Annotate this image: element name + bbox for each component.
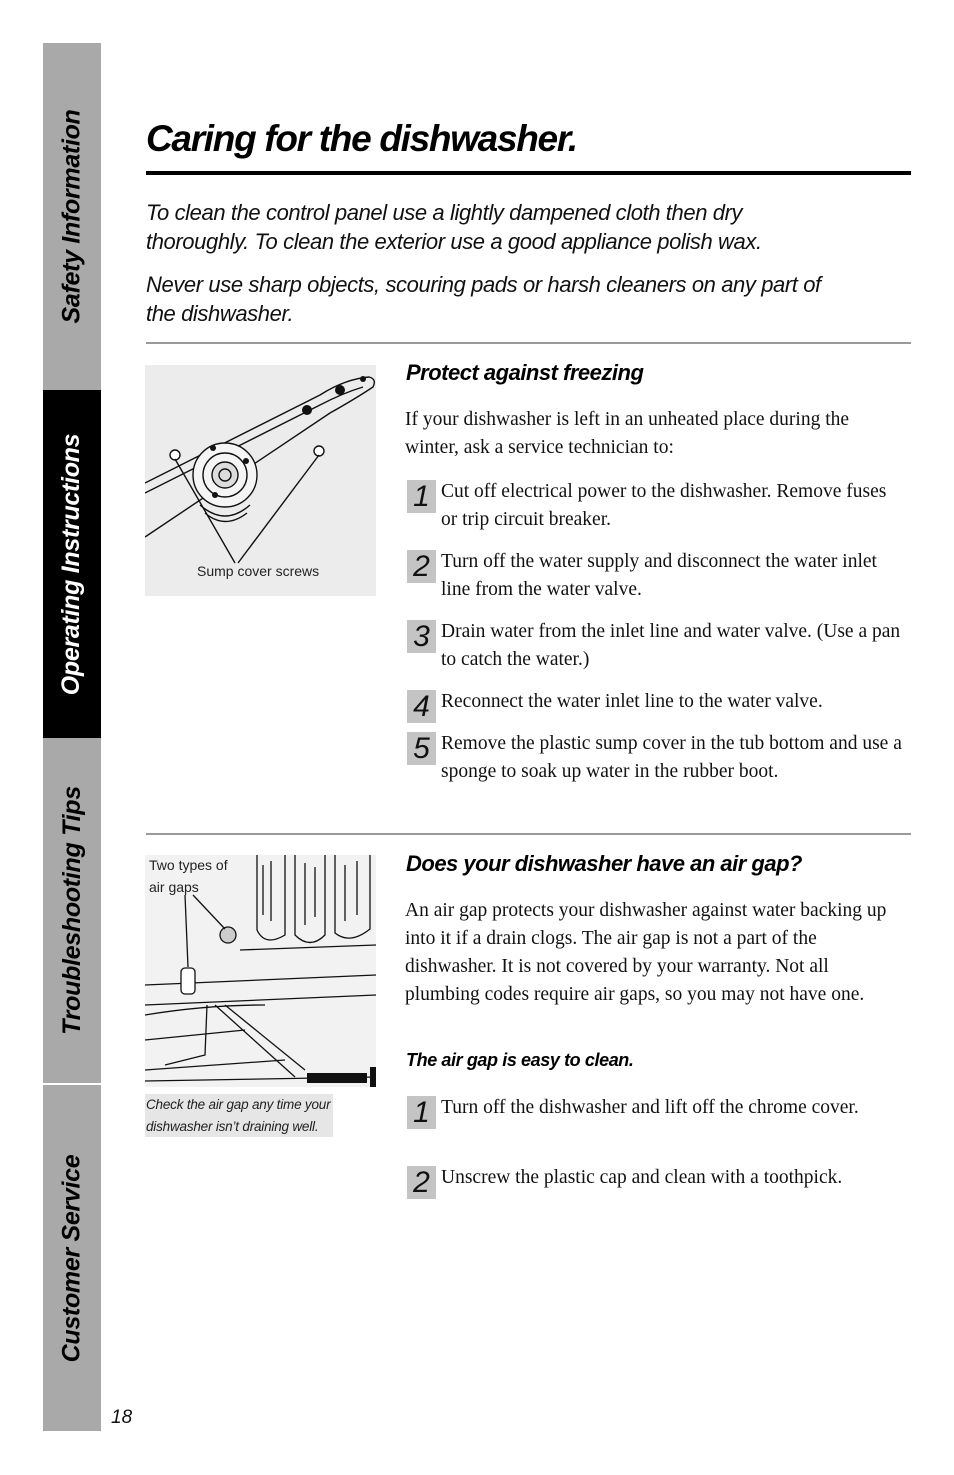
tab-operating-instructions[interactable] — [43, 390, 101, 738]
step-text: Turn off the dishwasher and lift off the chrome cover. — [441, 1097, 859, 1118]
page-number: 18 — [111, 1407, 133, 1428]
step-text: Remove the plastic sump cover in the tub bottom and use a sponge to soak up water in the rubber boot. — [441, 733, 902, 782]
step-text: Turn off the water supply and disconnect the water inlet line from the water valve. — [441, 551, 877, 600]
figure-caption: Check the air gap any time your dishwasher isn’t draining well. — [145, 1094, 333, 1137]
tab-safety-information[interactable] — [43, 43, 101, 390]
intro-warning: Never use sharp objects, scouring pads or harsh cleaners on any part of the dishwasher. — [146, 272, 821, 326]
tab-troubleshooting-tips[interactable] — [43, 738, 101, 1083]
section-subheading: The air gap is easy to clean. — [406, 1050, 634, 1070]
section-divider — [146, 833, 911, 835]
air-gap-figure — [145, 855, 376, 1087]
step-number: 5 — [407, 732, 436, 765]
tab-label: Operating Instructions — [57, 433, 86, 695]
step-number: 3 — [407, 620, 436, 653]
section-heading: Protect against freezing — [406, 360, 644, 385]
step-number: 1 — [407, 480, 436, 513]
step-number: 2 — [407, 550, 436, 583]
step-number: 1 — [407, 1096, 436, 1129]
step-text: Drain water from the inlet line and water valve. (Use a pan to catch the water.) — [441, 621, 901, 670]
page-title: Caring for the dishwasher. — [146, 118, 577, 159]
step-text: Unscrew the plastic cap and clean with a toothpick. — [441, 1167, 843, 1188]
step-number: 2 — [407, 1166, 436, 1199]
tab-label: Customer Service — [57, 1154, 86, 1362]
tab-customer-service[interactable] — [43, 1085, 101, 1431]
section-divider — [146, 342, 911, 344]
step-number: 4 — [407, 690, 436, 723]
tab-label: Troubleshooting Tips — [57, 786, 86, 1035]
step-text: Cut off electrical power to the dishwasher. Remove fuses or trip circuit breaker. — [441, 481, 887, 530]
step-text: Reconnect the water inlet line to the water valve. — [441, 691, 823, 712]
figure-label: Sump cover screws — [197, 563, 320, 579]
section-paragraph: An air gap protects your dishwasher against water backing up into it if a drain clogs. The air gap is not a part of the dishwasher. It is not covered by your warranty. Not all plumbing codes require air gaps, so you may not have one. — [405, 900, 887, 1005]
sump-figure — [145, 365, 376, 596]
intro-paragraph: To clean the control panel use a lightly dampened cloth then dry thoroughly. To clean the exterior use a good appliance polish wax. — [146, 200, 762, 254]
section-paragraph: If your dishwasher is left in an unheated place during the winter, ask a service technician to: — [405, 409, 850, 458]
tab-label: Safety Information — [57, 109, 86, 324]
figure-label: Two types of air gaps — [149, 857, 228, 895]
title-divider — [146, 171, 911, 175]
section-heading: Does your dishwasher have an air gap? — [406, 851, 802, 876]
